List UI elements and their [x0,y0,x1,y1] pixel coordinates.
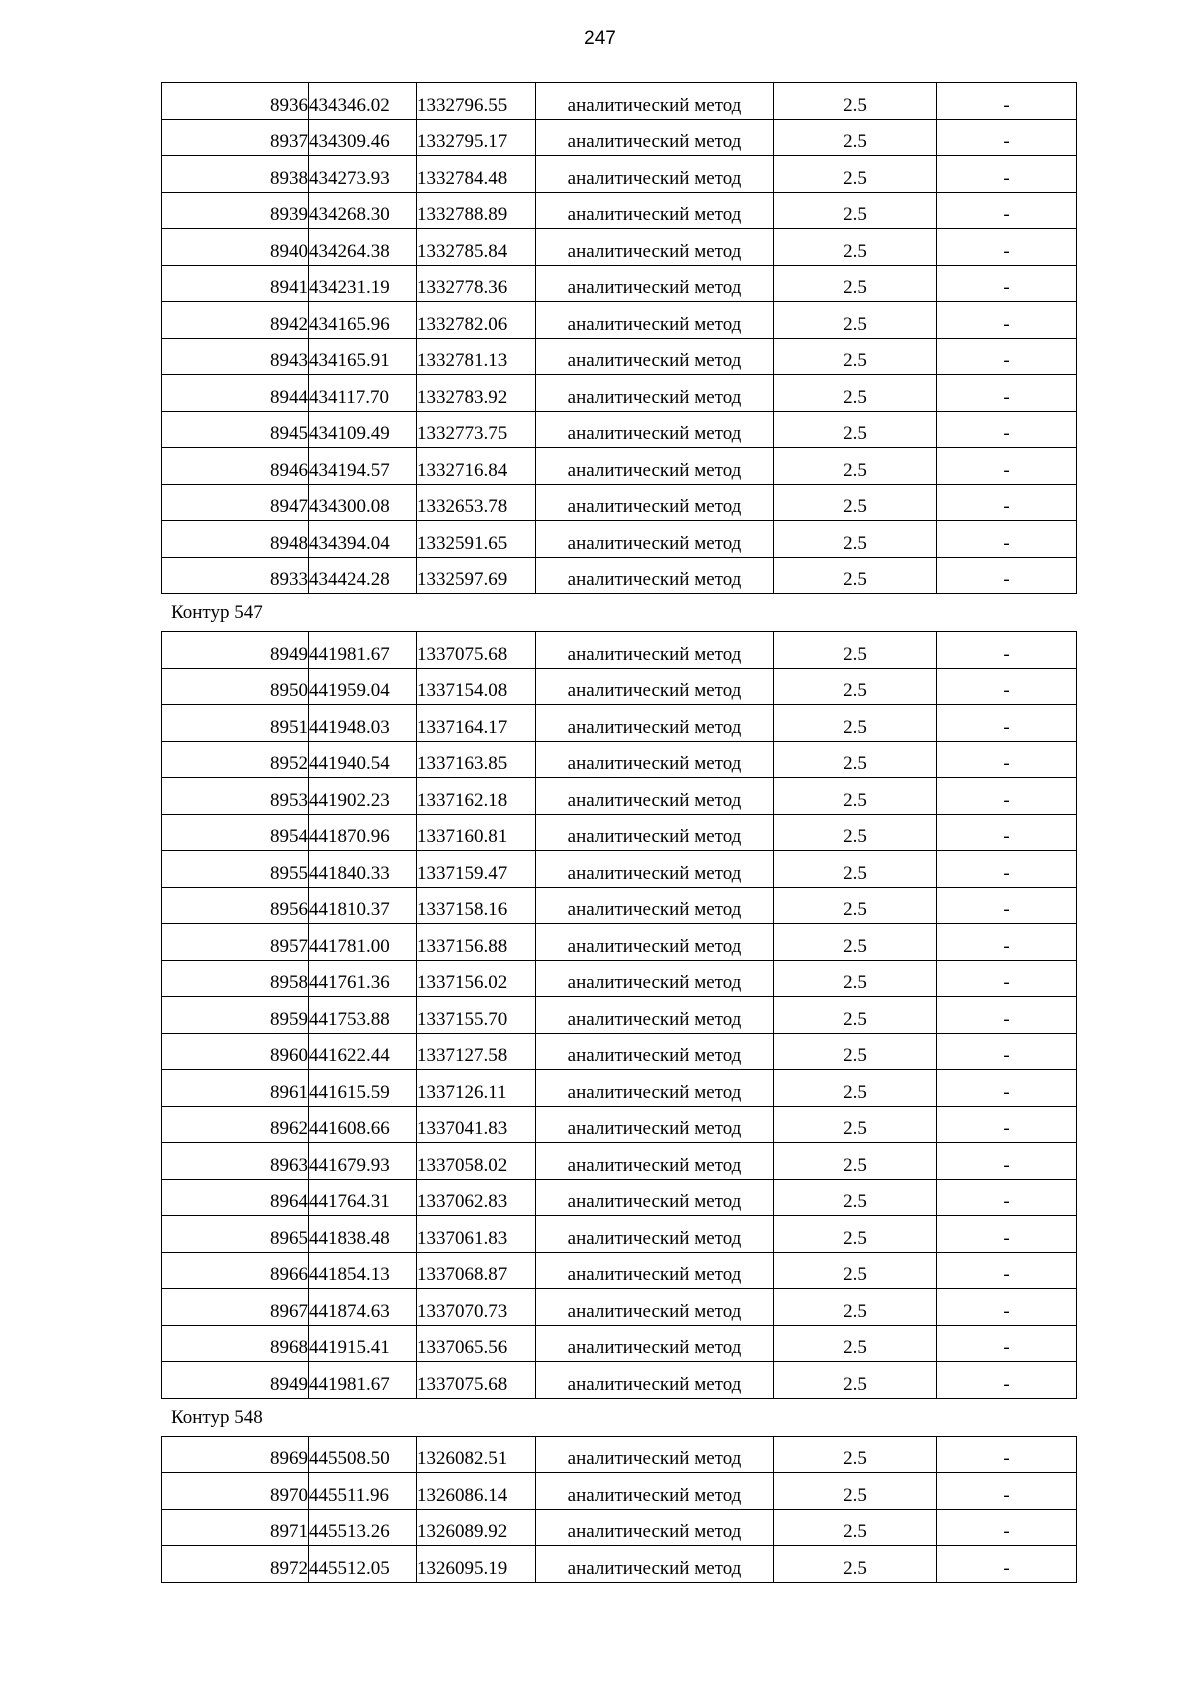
description-cell: - [937,1216,1077,1253]
x-coordinate-cell: 434109.49 [309,411,417,448]
y-coordinate-cell: 1326095.19 [417,1546,536,1583]
y-coordinate-cell: 1337155.70 [417,997,536,1034]
description-cell: - [937,960,1077,997]
point-number-cell: 8936 [162,83,309,120]
point-number-cell: 8967 [162,1289,309,1326]
method-cell: аналитический метод [536,668,774,705]
description-cell: - [937,1546,1077,1583]
accuracy-cell: 2.5 [774,1106,937,1143]
x-coordinate-cell: 434268.30 [309,192,417,229]
method-cell: аналитический метод [536,156,774,193]
x-coordinate-cell: 434309.46 [309,119,417,156]
table-row [162,119,1077,156]
table-row [162,1325,1077,1362]
description-cell: - [937,1143,1077,1180]
accuracy-cell: 2.5 [774,375,937,412]
point-number-cell: 8962 [162,1106,309,1143]
table-row [162,1473,1077,1510]
y-coordinate-cell: 1337163.85 [417,741,536,778]
point-number-cell: 8970 [162,1473,309,1510]
y-coordinate-cell: 1337061.83 [417,1216,536,1253]
method-cell: аналитический метод [536,448,774,485]
point-number-cell: 8963 [162,1143,309,1180]
description-cell: - [937,83,1077,120]
method-cell: аналитический метод [536,960,774,997]
point-number-cell: 8940 [162,229,309,266]
method-cell: аналитический метод [536,1436,774,1473]
point-number-cell: 8960 [162,1033,309,1070]
x-coordinate-cell: 441902.23 [309,778,417,815]
description-cell: - [937,119,1077,156]
point-number-cell: 8964 [162,1179,309,1216]
description-cell: - [937,1436,1077,1473]
x-coordinate-cell: 441810.37 [309,887,417,924]
table-row [162,1546,1077,1583]
accuracy-cell: 2.5 [774,156,937,193]
table-row [162,83,1077,120]
y-coordinate-cell: 1337156.88 [417,924,536,961]
method-cell: аналитический метод [536,557,774,594]
table-row [162,521,1077,558]
x-coordinate-cell: 441981.67 [309,1362,417,1399]
description-cell: - [937,1509,1077,1546]
x-coordinate-cell: 434194.57 [309,448,417,485]
y-coordinate-cell: 1337062.83 [417,1179,536,1216]
method-cell: аналитический метод [536,887,774,924]
point-number-cell: 8956 [162,887,309,924]
description-cell: - [937,1033,1077,1070]
point-number-cell: 8933 [162,557,309,594]
x-coordinate-cell: 441854.13 [309,1252,417,1289]
method-cell: аналитический метод [536,265,774,302]
table-row [162,156,1077,193]
point-number-cell: 8966 [162,1252,309,1289]
accuracy-cell: 2.5 [774,1252,937,1289]
description-cell: - [937,156,1077,193]
x-coordinate-cell: 434117.70 [309,375,417,412]
description-cell: - [937,924,1077,961]
y-coordinate-cell: 1332785.84 [417,229,536,266]
point-number-cell: 8954 [162,814,309,851]
y-coordinate-cell: 1337065.56 [417,1325,536,1362]
y-coordinate-cell: 1337127.58 [417,1033,536,1070]
method-cell: аналитический метод [536,1216,774,1253]
x-coordinate-cell: 434394.04 [309,521,417,558]
y-coordinate-cell: 1337162.18 [417,778,536,815]
page-number: 247 [584,28,616,49]
method-cell: аналитический метод [536,229,774,266]
description-cell: - [937,1289,1077,1326]
table-row [162,229,1077,266]
y-coordinate-cell: 1332782.06 [417,302,536,339]
description-cell: - [937,1106,1077,1143]
description-cell: - [937,741,1077,778]
x-coordinate-cell: 441753.88 [309,997,417,1034]
y-coordinate-cell: 1337070.73 [417,1289,536,1326]
description-cell: - [937,668,1077,705]
x-coordinate-cell: 441781.00 [309,924,417,961]
x-coordinate-cell: 445508.50 [309,1436,417,1473]
y-coordinate-cell: 1326086.14 [417,1473,536,1510]
method-cell: аналитический метод [536,192,774,229]
table-row [162,778,1077,815]
accuracy-cell: 2.5 [774,778,937,815]
method-cell: аналитический метод [536,1179,774,1216]
description-cell: - [937,1252,1077,1289]
description-cell: - [937,375,1077,412]
coordinates-table [161,1436,1077,1583]
x-coordinate-cell: 434300.08 [309,484,417,521]
y-coordinate-cell: 1337164.17 [417,705,536,742]
table-row [162,1436,1077,1473]
table-row [162,1216,1077,1253]
x-coordinate-cell: 434424.28 [309,557,417,594]
y-coordinate-cell: 1337058.02 [417,1143,536,1180]
coordinates-table [161,631,1077,1399]
point-number-cell: 8943 [162,338,309,375]
point-number-cell: 8947 [162,484,309,521]
point-number-cell: 8944 [162,375,309,412]
x-coordinate-cell: 441615.59 [309,1070,417,1107]
table-row [162,411,1077,448]
table-row [162,302,1077,339]
point-number-cell: 8938 [162,156,309,193]
table-row [162,484,1077,521]
accuracy-cell: 2.5 [774,521,937,558]
x-coordinate-cell: 445511.96 [309,1473,417,1510]
point-number-cell: 8952 [162,741,309,778]
accuracy-cell: 2.5 [774,557,937,594]
accuracy-cell: 2.5 [774,1143,937,1180]
method-cell: аналитический метод [536,705,774,742]
y-coordinate-cell: 1326089.92 [417,1509,536,1546]
x-coordinate-cell: 441838.48 [309,1216,417,1253]
method-cell: аналитический метод [536,778,774,815]
method-cell: аналитический метод [536,1325,774,1362]
method-cell: аналитический метод [536,632,774,669]
method-cell: аналитический метод [536,924,774,961]
point-number-cell: 8949 [162,632,309,669]
method-cell: аналитический метод [536,302,774,339]
accuracy-cell: 2.5 [774,192,937,229]
accuracy-cell: 2.5 [774,83,937,120]
accuracy-cell: 2.5 [774,1546,937,1583]
accuracy-cell: 2.5 [774,705,937,742]
accuracy-cell: 2.5 [774,1362,937,1399]
point-number-cell: 8971 [162,1509,309,1546]
accuracy-cell: 2.5 [774,851,937,888]
x-coordinate-cell: 441959.04 [309,668,417,705]
table-row [162,705,1077,742]
point-number-cell: 8942 [162,302,309,339]
description-cell: - [937,1179,1077,1216]
accuracy-cell: 2.5 [774,1179,937,1216]
description-cell: - [937,705,1077,742]
coordinates-table [161,82,1077,594]
table-row [162,338,1077,375]
point-number-cell: 8945 [162,411,309,448]
point-number-cell: 8965 [162,1216,309,1253]
table-row [162,960,1077,997]
table-row [162,741,1077,778]
method-cell: аналитический метод [536,997,774,1034]
accuracy-cell: 2.5 [774,411,937,448]
x-coordinate-cell: 441981.67 [309,632,417,669]
table-row [162,1033,1077,1070]
y-coordinate-cell: 1332778.36 [417,265,536,302]
y-coordinate-cell: 1332788.89 [417,192,536,229]
accuracy-cell: 2.5 [774,229,937,266]
description-cell: - [937,1473,1077,1510]
contour-label: Контур 547 [171,602,263,623]
x-coordinate-cell: 445513.26 [309,1509,417,1546]
description-cell: - [937,1362,1077,1399]
point-number-cell: 8949 [162,1362,309,1399]
table-row [162,668,1077,705]
x-coordinate-cell: 441679.93 [309,1143,417,1180]
point-number-cell: 8937 [162,119,309,156]
table-row [162,887,1077,924]
description-cell: - [937,997,1077,1034]
point-number-cell: 8961 [162,1070,309,1107]
description-cell: - [937,265,1077,302]
method-cell: аналитический метод [536,375,774,412]
table-row [162,1252,1077,1289]
point-number-cell: 8958 [162,960,309,997]
point-number-cell: 8950 [162,668,309,705]
y-coordinate-cell: 1337126.11 [417,1070,536,1107]
accuracy-cell: 2.5 [774,741,937,778]
y-coordinate-cell: 1326082.51 [417,1436,536,1473]
y-coordinate-cell: 1337160.81 [417,814,536,851]
accuracy-cell: 2.5 [774,668,937,705]
table-row [162,192,1077,229]
y-coordinate-cell: 1332653.78 [417,484,536,521]
method-cell: аналитический метод [536,1546,774,1583]
accuracy-cell: 2.5 [774,119,937,156]
description-cell: - [937,778,1077,815]
table-row [162,1509,1077,1546]
table-row [162,375,1077,412]
description-cell: - [937,632,1077,669]
y-coordinate-cell: 1332716.84 [417,448,536,485]
x-coordinate-cell: 441940.54 [309,741,417,778]
x-coordinate-cell: 441915.41 [309,1325,417,1362]
accuracy-cell: 2.5 [774,924,937,961]
y-coordinate-cell: 1332773.75 [417,411,536,448]
x-coordinate-cell: 434273.93 [309,156,417,193]
accuracy-cell: 2.5 [774,338,937,375]
method-cell: аналитический метод [536,1509,774,1546]
table-row [162,1070,1077,1107]
description-cell: - [937,192,1077,229]
point-number-cell: 8946 [162,448,309,485]
y-coordinate-cell: 1337154.08 [417,668,536,705]
method-cell: аналитический метод [536,521,774,558]
description-cell: - [937,411,1077,448]
accuracy-cell: 2.5 [774,960,937,997]
method-cell: аналитический метод [536,338,774,375]
x-coordinate-cell: 445512.05 [309,1546,417,1583]
y-coordinate-cell: 1332597.69 [417,557,536,594]
accuracy-cell: 2.5 [774,1509,937,1546]
accuracy-cell: 2.5 [774,814,937,851]
method-cell: аналитический метод [536,851,774,888]
method-cell: аналитический метод [536,1252,774,1289]
y-coordinate-cell: 1337159.47 [417,851,536,888]
method-cell: аналитический метод [536,83,774,120]
table-row [162,1289,1077,1326]
table-row [162,1362,1077,1399]
point-number-cell: 8951 [162,705,309,742]
accuracy-cell: 2.5 [774,632,937,669]
x-coordinate-cell: 441870.96 [309,814,417,851]
point-number-cell: 8948 [162,521,309,558]
table-row [162,265,1077,302]
accuracy-cell: 2.5 [774,1436,937,1473]
method-cell: аналитический метод [536,1106,774,1143]
description-cell: - [937,448,1077,485]
accuracy-cell: 2.5 [774,1289,937,1326]
accuracy-cell: 2.5 [774,1473,937,1510]
x-coordinate-cell: 434231.19 [309,265,417,302]
method-cell: аналитический метод [536,1033,774,1070]
point-number-cell: 8969 [162,1436,309,1473]
accuracy-cell: 2.5 [774,448,937,485]
y-coordinate-cell: 1332781.13 [417,338,536,375]
y-coordinate-cell: 1337156.02 [417,960,536,997]
x-coordinate-cell: 441622.44 [309,1033,417,1070]
y-coordinate-cell: 1332783.92 [417,375,536,412]
y-coordinate-cell: 1332796.55 [417,83,536,120]
point-number-cell: 8959 [162,997,309,1034]
coordinates-document [161,82,1076,1583]
point-number-cell: 8953 [162,778,309,815]
table-row [162,448,1077,485]
contour-label: Контур 548 [171,1406,263,1428]
table-row [162,1143,1077,1180]
accuracy-cell: 2.5 [774,1070,937,1107]
table-row [162,924,1077,961]
method-cell: аналитический метод [536,1289,774,1326]
x-coordinate-cell: 441948.03 [309,705,417,742]
description-cell: - [937,887,1077,924]
y-coordinate-cell: 1337068.87 [417,1252,536,1289]
description-cell: - [937,557,1077,594]
accuracy-cell: 2.5 [774,1216,937,1253]
table-row [162,632,1077,669]
x-coordinate-cell: 441761.36 [309,960,417,997]
x-coordinate-cell: 441608.66 [309,1106,417,1143]
point-number-cell: 8955 [162,851,309,888]
point-number-cell: 8941 [162,265,309,302]
x-coordinate-cell: 441840.33 [309,851,417,888]
accuracy-cell: 2.5 [774,265,937,302]
table-row [162,1106,1077,1143]
accuracy-cell: 2.5 [774,1325,937,1362]
y-coordinate-cell: 1332591.65 [417,521,536,558]
x-coordinate-cell: 434165.91 [309,338,417,375]
accuracy-cell: 2.5 [774,1033,937,1070]
description-cell: - [937,1070,1077,1107]
accuracy-cell: 2.5 [774,997,937,1034]
y-coordinate-cell: 1337075.68 [417,632,536,669]
accuracy-cell: 2.5 [774,484,937,521]
method-cell: аналитический метод [536,411,774,448]
table-row [162,997,1077,1034]
description-cell: - [937,814,1077,851]
description-cell: - [937,484,1077,521]
x-coordinate-cell: 434165.96 [309,302,417,339]
x-coordinate-cell: 441764.31 [309,1179,417,1216]
accuracy-cell: 2.5 [774,302,937,339]
y-coordinate-cell: 1337158.16 [417,887,536,924]
method-cell: аналитический метод [536,814,774,851]
method-cell: аналитический метод [536,741,774,778]
x-coordinate-cell: 441874.63 [309,1289,417,1326]
table-row [162,1179,1077,1216]
table-row [162,851,1077,888]
table-row [162,557,1077,594]
method-cell: аналитический метод [536,1143,774,1180]
description-cell: - [937,1325,1077,1362]
point-number-cell: 8939 [162,192,309,229]
y-coordinate-cell: 1337041.83 [417,1106,536,1143]
method-cell: аналитический метод [536,1362,774,1399]
y-coordinate-cell: 1332784.48 [417,156,536,193]
description-cell: - [937,851,1077,888]
description-cell: - [937,229,1077,266]
method-cell: аналитический метод [536,1070,774,1107]
accuracy-cell: 2.5 [774,887,937,924]
point-number-cell: 8972 [162,1546,309,1583]
description-cell: - [937,302,1077,339]
description-cell: - [937,338,1077,375]
table-row [162,814,1077,851]
point-number-cell: 8968 [162,1325,309,1362]
description-cell: - [937,521,1077,558]
x-coordinate-cell: 434346.02 [309,83,417,120]
y-coordinate-cell: 1332795.17 [417,119,536,156]
point-number-cell: 8957 [162,924,309,961]
method-cell: аналитический метод [536,119,774,156]
x-coordinate-cell: 434264.38 [309,229,417,266]
method-cell: аналитический метод [536,1473,774,1510]
y-coordinate-cell: 1337075.68 [417,1362,536,1399]
method-cell: аналитический метод [536,484,774,521]
